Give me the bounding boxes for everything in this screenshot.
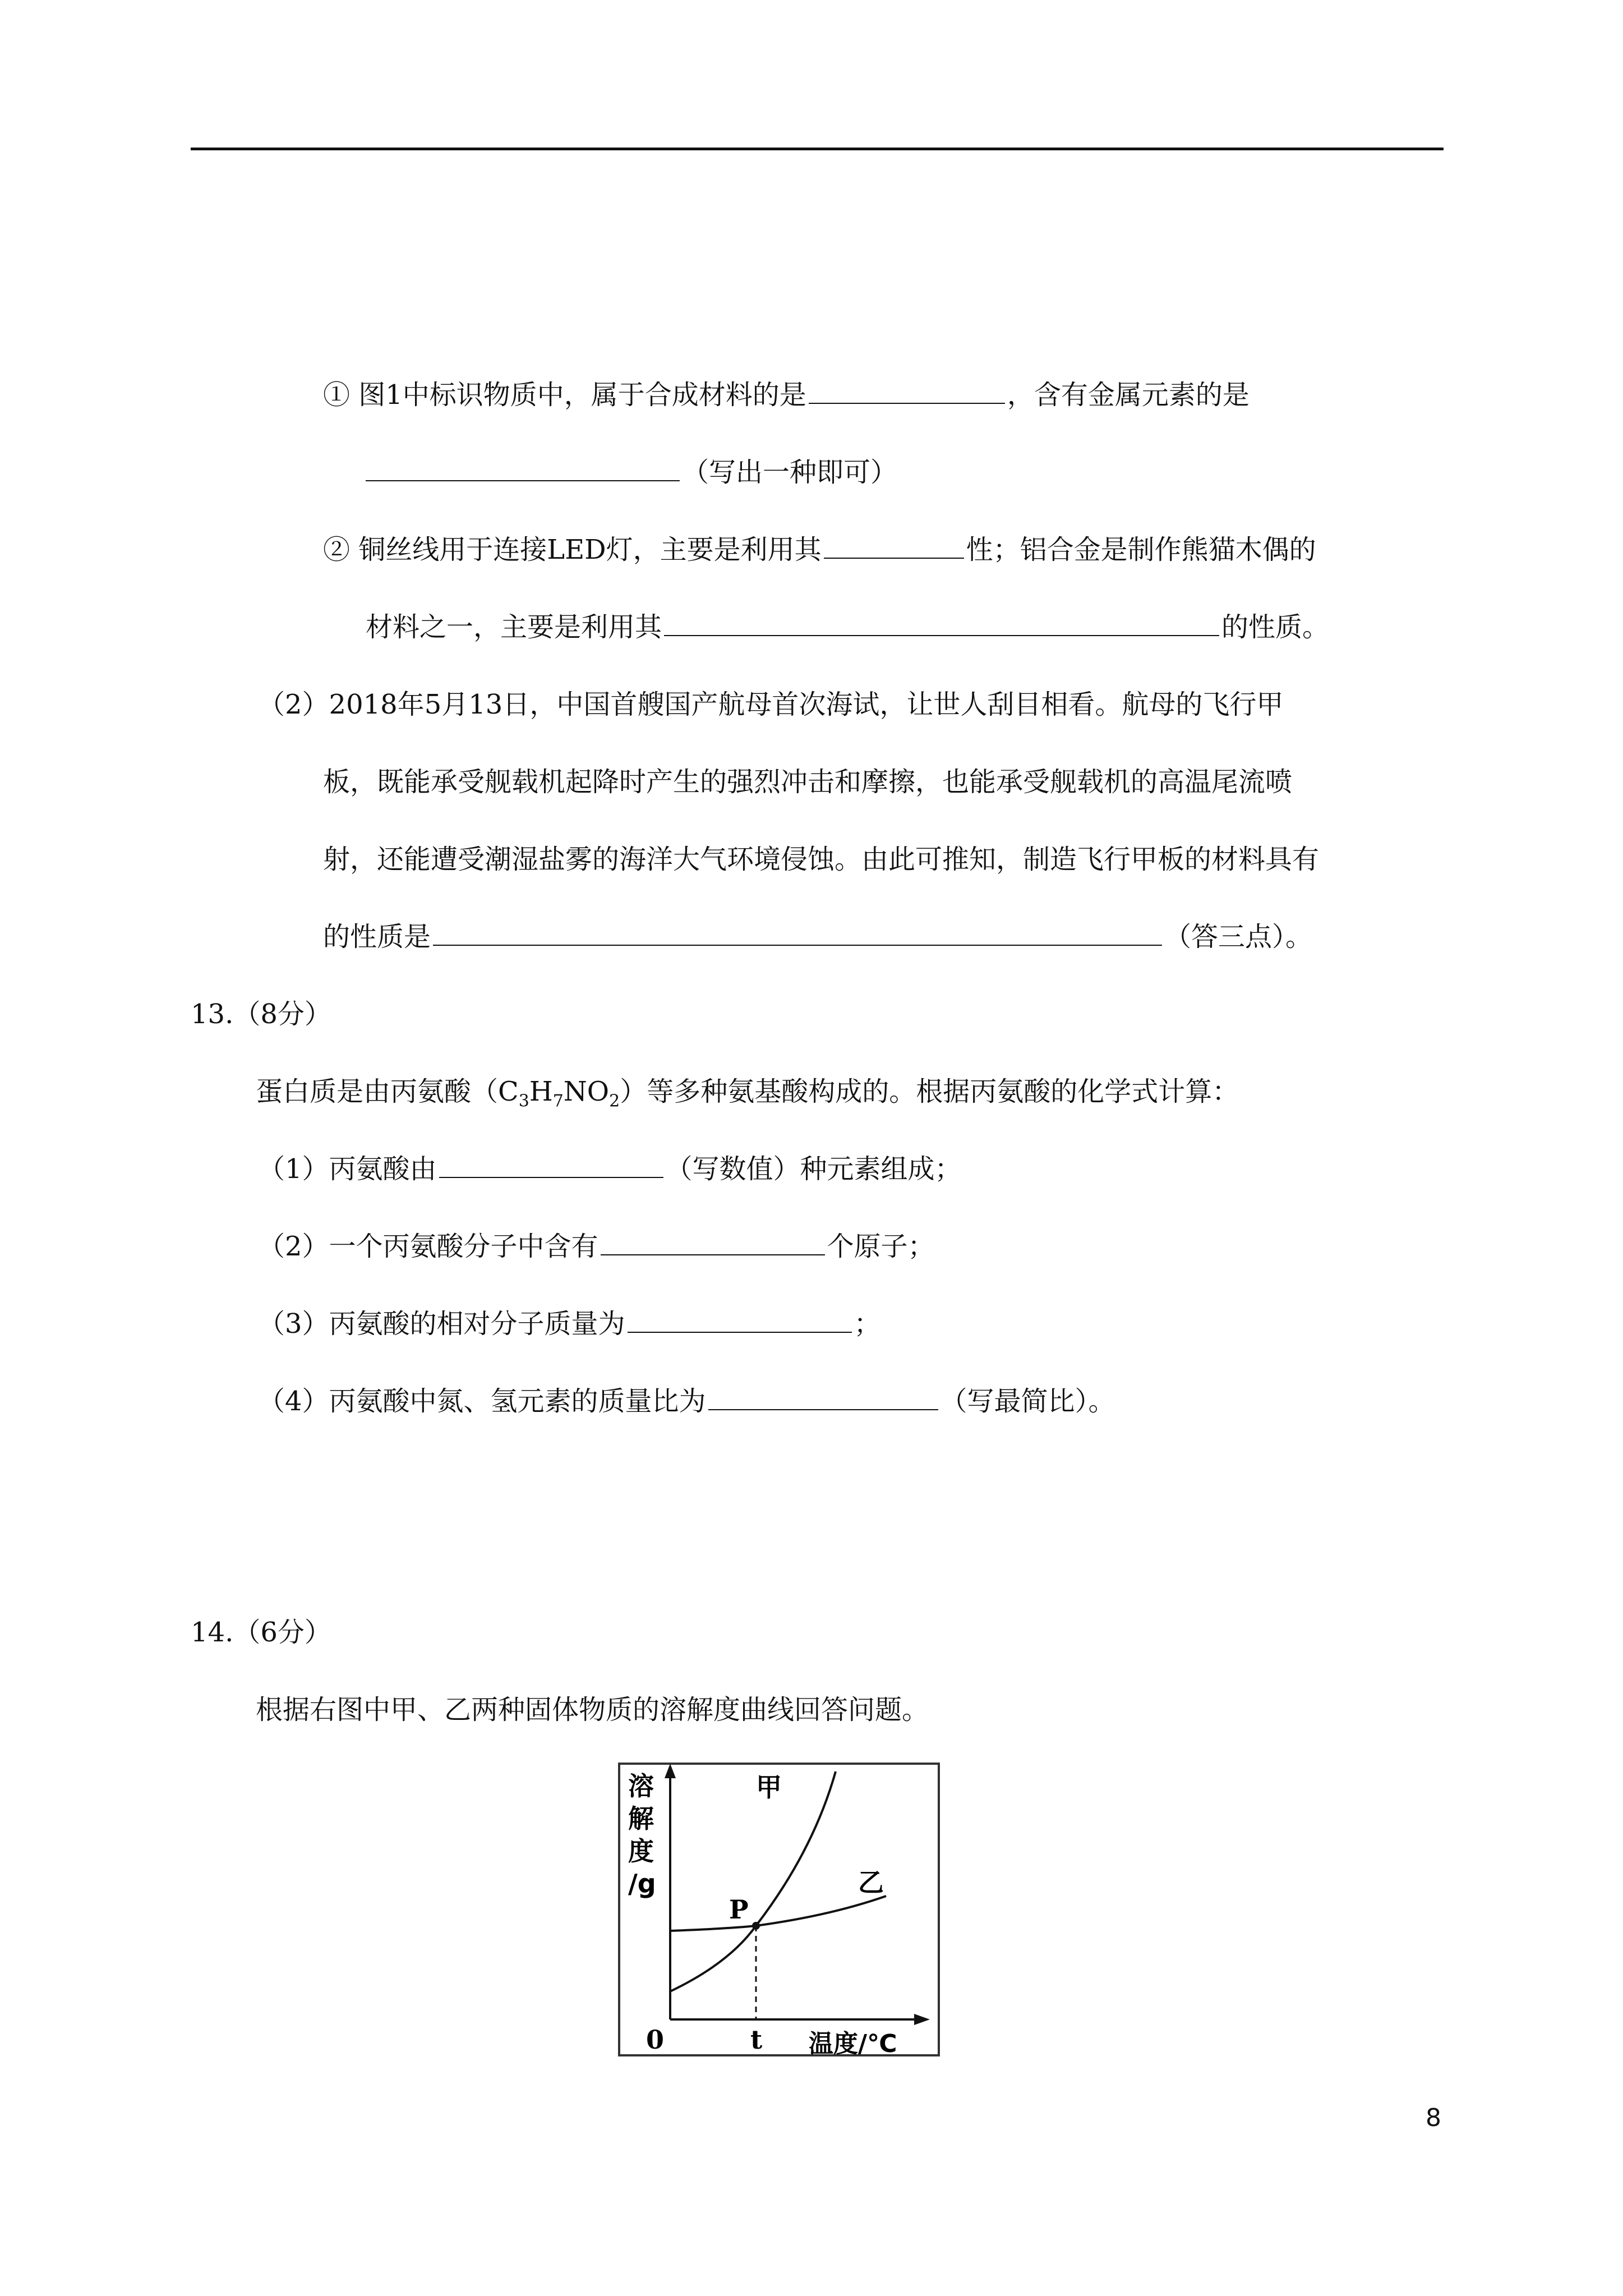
- point-p: [752, 1922, 760, 1930]
- q12-item2-line2: 材料之一，主要是利用其 的性质。: [366, 611, 1330, 643]
- answer-blank[interactable]: [366, 455, 680, 481]
- origin-label: 0: [646, 2024, 665, 2055]
- q12-part2-line4: 的性质是 （答三点）。: [323, 921, 1313, 953]
- answer-blank[interactable]: [664, 610, 1219, 636]
- q12-part2-line3: 射，还能遭受潮湿盐雾的海洋大气环境侵蚀。由此可推知，制造飞行甲板的材料具有: [323, 844, 1320, 875]
- solubility-curve-figure: [611, 1756, 948, 2064]
- curve-yi-label: 乙: [858, 1867, 884, 1898]
- q14-heading: 14.（6分）: [191, 1617, 331, 1648]
- answer-blank[interactable]: [708, 1384, 938, 1410]
- answer-blank[interactable]: [433, 920, 1162, 946]
- q13-sub2: （2）一个丙氨酸分子中含有 个原子；: [258, 1231, 935, 1262]
- answer-blank[interactable]: [628, 1307, 852, 1333]
- q12-item1-line2: （写出一种即可）: [366, 454, 897, 490]
- q12-item2-line1: ② 铜丝线用于连接LED灯，主要是利用其 性；铝合金是制作熊猫木偶的: [323, 534, 1316, 565]
- x-axis-arrow: [914, 2014, 930, 2025]
- point-p-label: P: [729, 1894, 749, 1925]
- y-label-char-1: 溶: [628, 1771, 654, 1801]
- curve-jia-label: 甲: [756, 1772, 782, 1802]
- answer-blank[interactable]: [809, 378, 1005, 404]
- curve-yi: [670, 1896, 886, 1931]
- q13-intro: 蛋白质是由丙氨酸$(C_3H_7NO_2)$等多种氨基酸构成的。根据丙氨酸的化学式计算：: [256, 1076, 1239, 1111]
- answer-blank[interactable]: [824, 533, 964, 559]
- figure-frame: [619, 1764, 939, 2055]
- q14-intro: 根据右图中甲、乙两种固体物质的溶解度曲线回答问题。: [256, 1694, 929, 1726]
- answer-blank[interactable]: [439, 1152, 663, 1178]
- y-label-char-2: 解: [628, 1803, 654, 1834]
- y-label-char-4: /g: [628, 1869, 656, 1899]
- q13-sub3: （3）丙氨酸的相对分子质量为 ；: [258, 1308, 881, 1340]
- t-label: t: [750, 2024, 763, 2055]
- q13-heading: 13.（8分）: [191, 999, 331, 1030]
- y-label-char-3: 度: [628, 1836, 654, 1866]
- curve-jia: [670, 1772, 836, 1991]
- q12-part2-line1: （2）2018年5月13日，中国首艘国产航母首次海试，让世人刮目相看。航母的飞行甲: [258, 689, 1284, 720]
- header-rule: [191, 148, 1444, 150]
- y-axis-arrow: [665, 1764, 676, 1778]
- q12-item1-line1: ① 图1中标识物质中，属于合成材料的是 ，含有金属元素的是: [323, 379, 1249, 411]
- page-number: 8: [1426, 2104, 1441, 2132]
- answer-blank[interactable]: [601, 1230, 825, 1255]
- q13-sub1: （1）丙氨酸由 （写数值）种元素组成；: [258, 1153, 962, 1185]
- q12-part2-line2: 板，既能承受舰载机起降时产生的强烈冲击和摩擦，也能承受舰载机的高温尾流喷: [323, 766, 1293, 798]
- x-axis-label: 温度/℃: [809, 2030, 897, 2058]
- q13-sub4: （4）丙氨酸中氮、氢元素的质量比为 （写最简比）。: [258, 1386, 1115, 1417]
